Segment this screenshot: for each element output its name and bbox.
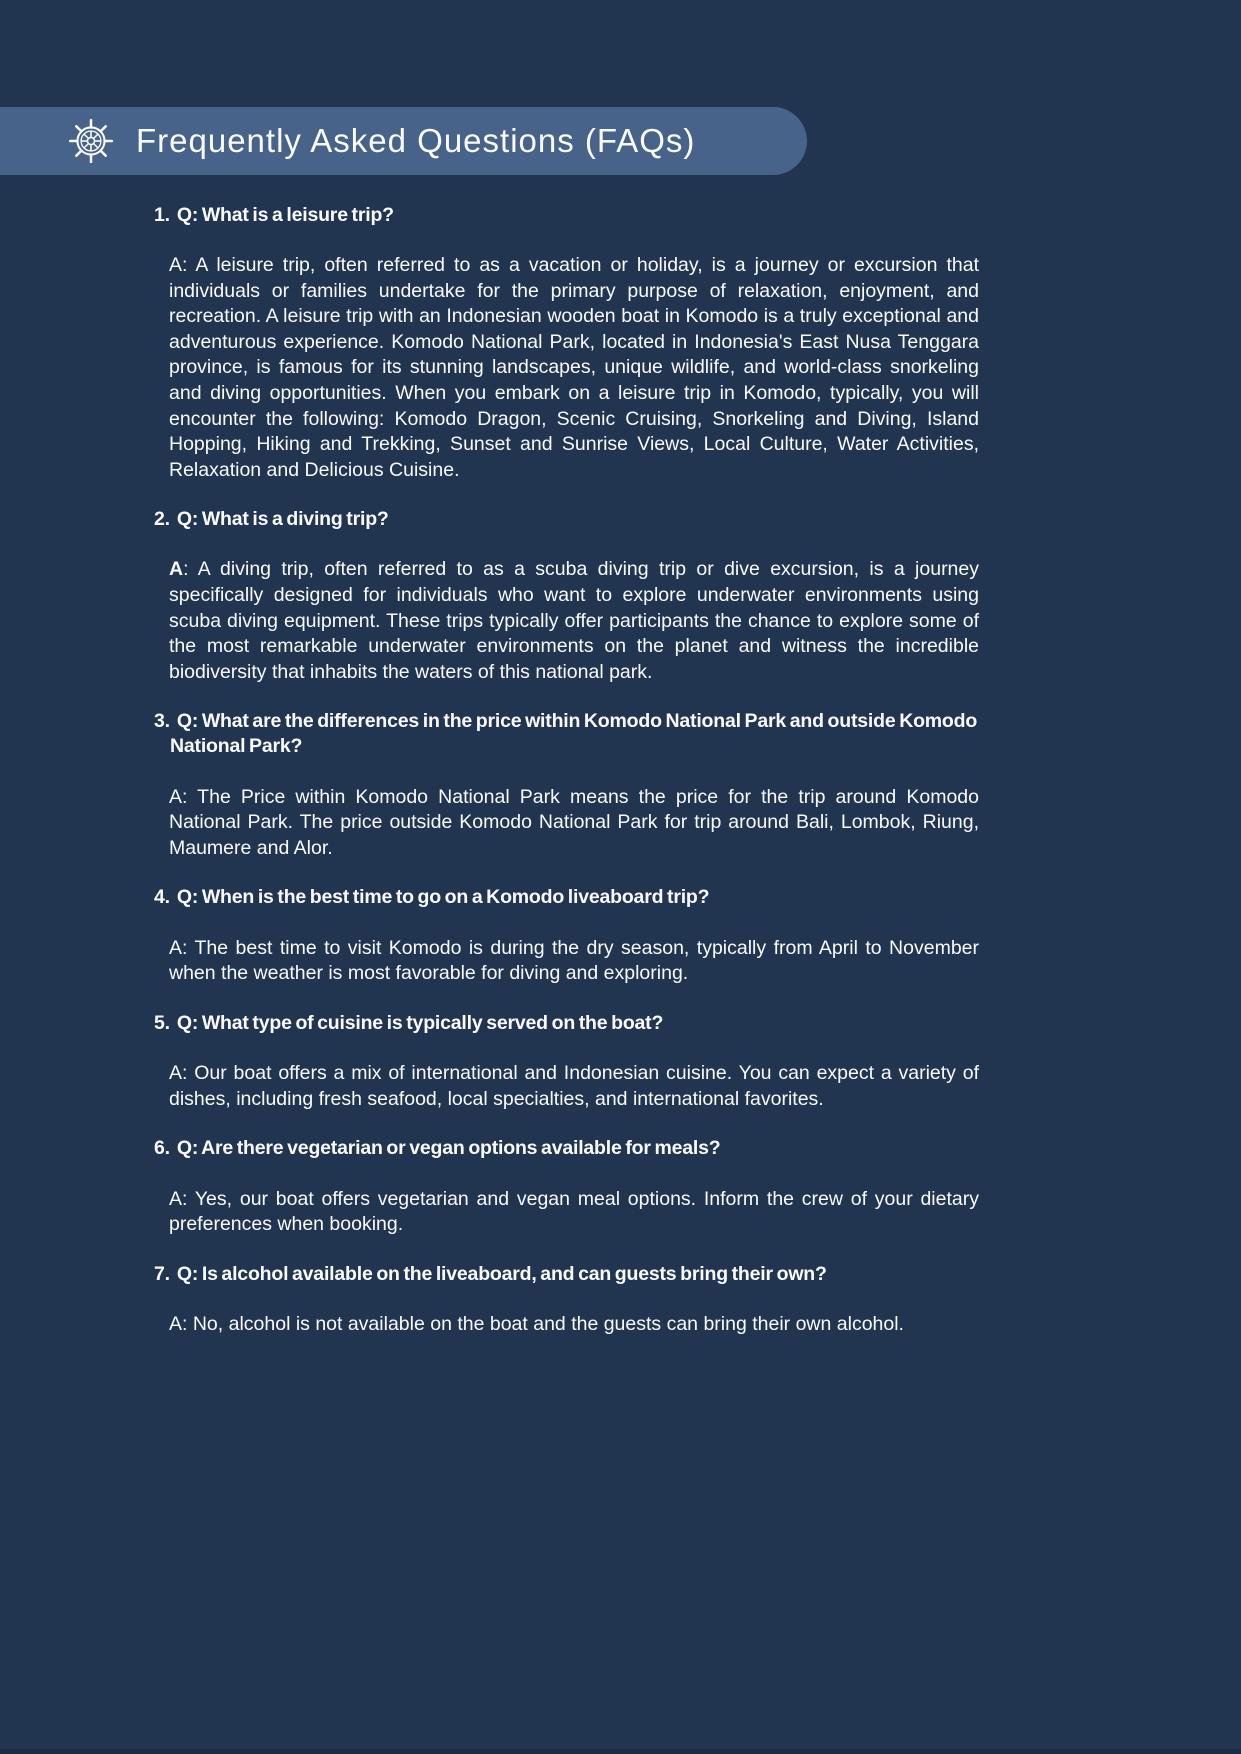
faq-answer: A: A leisure trip, often referred to as a vacation or holiday, is a journey or excursion that individuals or families undertake for the primary purpose of relaxation, enjoyment, and recreation. A leisure trip with an Indonesian wooden boat in Komodo is a truly exceptional and adventurous experience. Komodo National Park, located in Indonesia's East Nusa Tenggara province, is famous for its stunning landscapes, unique wildlife, and world-class snorkeling and diving opportunities. When you embark on a leisure trip in Komodo, typically, you will encounter the following: Komodo Dragon, Scenic Cruising, Snorkeling and Diving, Island Hopping, Hiking and Trekking, Sunset and Sunrise Views, Local Culture, Water Activities, Relaxation and Delicious Cuisine.	[169, 254, 979, 481]
faq-question	[154, 507, 978, 532]
faq-question	[154, 1262, 978, 1287]
faq-question-text: Q: Are there vegetarian or vegan options available for meals?	[176, 1137, 721, 1160]
faq-question	[154, 1011, 978, 1036]
faq-question	[154, 885, 978, 910]
faq-question-text: Q: What type of cuisine is typically served on the boat?	[176, 1011, 664, 1034]
faq-item	[154, 885, 978, 986]
faq-question-text: Q: What is a leisure trip?	[176, 204, 394, 226]
faq-item	[154, 709, 978, 861]
faq-question	[154, 203, 978, 228]
faq-answer: A: The best time to visit Komodo is during the dry season, typically from April to November when the weather is most favorable for diving and exploring.	[169, 936, 979, 985]
faq-answer: A: Yes, our boat offers vegetarian and vegan meal options. Inform the crew of your dietary preferences when booking.	[169, 1187, 979, 1236]
faq-item	[154, 203, 978, 483]
faq-item	[154, 1262, 978, 1338]
faq-item	[154, 1136, 978, 1237]
faq-answer: A: No, alcohol is not available on the boat and the guests can bring their own alcohol.	[169, 1312, 904, 1335]
faq-answer: A: Our boat offers a mix of international and Indonesian cuisine. You can expect a variety of dishes, including fresh seafood, local specialties, and international favorites.	[169, 1062, 979, 1110]
faq-question-text: Q: When is the best time to go on a Komodo liveaboard trip?	[176, 886, 710, 909]
page-title: Frequently Asked Questions (FAQs)	[136, 122, 696, 159]
faq-question-text: Q: Is alcohol available on the liveaboard, and can guests bring their own?	[176, 1262, 827, 1285]
bottom-edge-strip	[0, 1749, 1241, 1754]
ship-wheel-icon	[66, 116, 116, 166]
faq-item	[154, 507, 978, 685]
faq-question-text: Q: What is a diving trip?	[176, 508, 389, 531]
faq-answer: A: The Price within Komodo National Park means the price for the trip around Komodo National Park. The price outside Komodo National Park for trip around Bali, Lombok, Riung, Maumere and Alor.	[169, 785, 979, 859]
faq-question	[154, 709, 978, 760]
faq-number: 1.	[154, 204, 170, 226]
faq-question	[154, 1136, 978, 1161]
faq-banner	[0, 107, 807, 175]
faq-number: 4.	[154, 886, 170, 909]
faq-number: 3.	[154, 710, 170, 733]
faq-number: 5.	[154, 1011, 170, 1034]
faq-question-text: Q: What are the differences in the price within Komodo National Park and outside Komodo National Park?	[170, 710, 978, 758]
faq-number: 2.	[154, 508, 170, 531]
faq-list	[154, 203, 978, 1338]
faq-answer: A: A diving trip, often referred to as a scuba diving trip or dive excursion, is a journey specifically designed for individuals who want to explore underwater environments using scuba diving equipment. These trips typically offer participants the chance to explore some of the most remarkable underwater environments on the planet and witness the incredible biodiversity that inhabits the waters of this national park.	[169, 558, 979, 683]
faq-number: 7.	[154, 1262, 170, 1285]
faq-number: 6.	[154, 1137, 170, 1160]
faq-item	[154, 1011, 978, 1112]
